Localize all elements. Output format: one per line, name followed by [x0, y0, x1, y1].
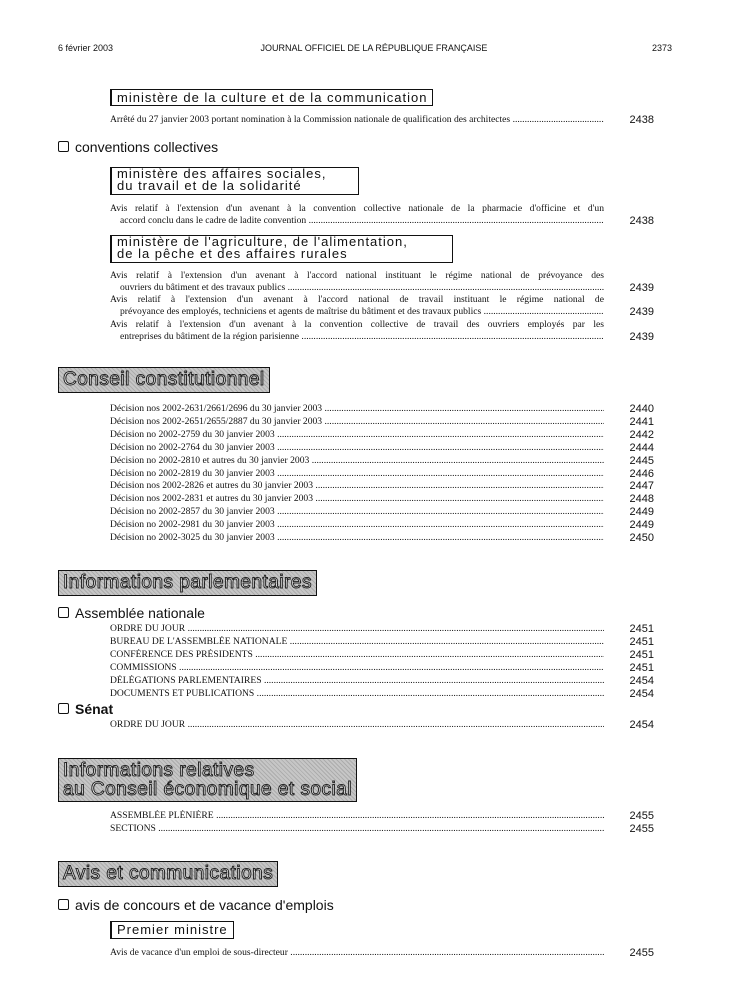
entry-page-number: 2451 [629, 649, 654, 661]
section-senat [58, 701, 113, 717]
ministry-box-line: du travail et de la solidarité [117, 178, 302, 193]
entry-page-number: 2454 [629, 719, 654, 731]
assemblee-row: ORDRE DU JOUR ..... [110, 623, 604, 635]
entry-page-number: 2439 [629, 282, 654, 294]
assemblee-row: DOCUMENTS ET PUBLICATIONS ..... [110, 688, 604, 700]
entry-page-number: 2446 [629, 467, 654, 480]
entry-page-number: 2448 [629, 493, 654, 506]
entry-prevoyance-ouvriers [110, 270, 604, 294]
decision-row: Décision nos 2002-2831 et autres du 30 janvier 2003 ..... [110, 493, 604, 505]
entry-page-number: 2451 [629, 636, 654, 648]
banner-line: Informations relatives [63, 760, 255, 781]
entry-page-number: 2440 [629, 403, 654, 415]
entry-line: ouvriers du bâtiment et des travaux publics ..... [110, 282, 604, 294]
entry-line: Avis relatif à l'extension d'un avenant à la convention collective de travail des ouvriers employés par les [110, 319, 604, 330]
entry-line: accord conclu dans le cadre de ladite convention ..... [110, 215, 604, 227]
ministry-box-line: ministère des affaires sociales, [117, 166, 327, 181]
section-title: avis de concours et de vacance d'emplois [75, 897, 334, 913]
entry-page-number: 2449 [629, 519, 654, 532]
ministry-box-agriculture [110, 235, 453, 263]
ministry-box-affaires-sociales [110, 167, 359, 195]
entry-page-number: 2441 [629, 415, 654, 428]
cese-row: ASSEMBLÉE PLÉNIÈRE ..... [110, 810, 604, 822]
assemblee-row: BUREAU DE L'ASSEMBLÉE NATIONALE ..... [110, 636, 604, 648]
entry-line: Avis relatif à l'extension d'un avenant à l'accord national instituant le régime national de prévoyance des [110, 270, 604, 281]
entry-line: prévoyance des employés, techniciens et agents de maîtrise du bâtiment et des travaux publics ..... [110, 306, 604, 318]
header-page-number: 2373 [651, 43, 672, 53]
banner-avis-communications: Avis et communications [58, 861, 278, 887]
section-assemblee-nationale [58, 605, 205, 621]
decision-row: Décision nos 2002-2826 et autres du 30 janvier 2003 ..... [110, 480, 604, 492]
entry-page-number: 2454 [629, 675, 654, 687]
decision-row: Décision no 2002-2981 du 30 janvier 2003 ..... [110, 519, 604, 531]
entry-page-number: 2439 [629, 306, 654, 318]
decision-row: Décision no 2002-3025 du 30 janvier 2003 ..... [110, 532, 604, 544]
entry-page-number: 2450 [629, 532, 654, 544]
avis-row: Avis de vacance d'un emploi de sous-directeur ..... [110, 947, 604, 959]
entry-line: Avis relatif à l'extension d'un avenant à la convention collective nationale de la pharmacie d'officine et d'un [110, 203, 604, 214]
decision-row: Décision no 2002-2819 du 30 janvier 2003 ..... [110, 468, 604, 480]
section-title: Sénat [75, 701, 114, 717]
page-header [0, 43, 748, 57]
decision-row: Décision no 2002-2764 du 30 janvier 2003 ..... [110, 442, 604, 454]
section-title: Assemblée nationale [75, 605, 205, 621]
ministry-box-premier-ministre: Premier ministre [110, 921, 234, 939]
banner-conseil-economique-social [58, 758, 357, 802]
entry-line: Avis relatif à l'extension d'un avenant à l'accord national de travail instituant le régime national de [110, 294, 604, 305]
entry-line: entreprises du bâtiment de la région parisienne ..... [110, 331, 604, 343]
banner-informations-parlementaires: Informations parlementaires [58, 570, 317, 596]
section-conventions-collectives [58, 139, 218, 155]
entry-page-number: 2449 [629, 506, 654, 519]
checkbox-bullet-icon [58, 607, 69, 618]
entry-page-number: 2438 [629, 215, 654, 227]
decision-row: Décision no 2002-2759 du 30 janvier 2003 ..... [110, 429, 604, 441]
header-date: 6 février 2003 [58, 43, 114, 53]
ministry-box-line: de la pêche et des affaires rurales [117, 246, 348, 261]
entry-page-number: 2454 [629, 688, 654, 700]
entry-page-number: 2451 [629, 623, 654, 635]
banner-line: au Conseil économique et social [63, 779, 353, 800]
assemblee-row: DÉLÉGATIONS PARLEMENTAIRES ..... [110, 675, 604, 687]
assemblee-row: COMMISSIONS ..... [110, 662, 604, 674]
ministry-box-line: ministère de l'agriculture, de l'alimentation, [117, 234, 408, 249]
entry-page-number: 2438 [629, 114, 654, 126]
entry-page-number: 2455 [629, 810, 654, 822]
section-avis-concours [58, 897, 334, 913]
checkbox-bullet-icon [58, 899, 69, 910]
ministry-box-culture: ministère de la culture et de la communication [110, 89, 433, 106]
decision-row: Décision nos 2002-2651/2655/2887 du 30 janvier 2003 ..... [110, 416, 604, 428]
entry-page-number: 2442 [629, 428, 654, 441]
entry-culture-arrete: Arrêté du 27 janvier 2003 portant nomination à la Commission nationale de qualification des architectes ..... [110, 114, 604, 126]
header-journal-title: JOURNAL OFFICIEL DE LA RÉPUBLIQUE FRANÇAISE [260, 43, 488, 53]
entry-page-number: 2455 [629, 823, 654, 835]
section-title: conventions collectives [75, 139, 219, 155]
entry-page-number: 2445 [629, 454, 654, 467]
entry-prevoyance-employes [110, 294, 604, 318]
checkbox-bullet-icon [58, 141, 69, 152]
entry-page-number: 2455 [629, 947, 654, 959]
entry-pharmacie [110, 203, 604, 227]
senat-row: ORDRE DU JOUR ..... [110, 719, 604, 731]
checkbox-bullet-icon [58, 703, 69, 714]
entry-page-number: 2451 [629, 662, 654, 674]
decision-row: Décision nos 2002-2631/2661/2696 du 30 janvier 2003 ..... [110, 403, 604, 415]
decision-row: Décision no 2002-2857 du 30 janvier 2003 ..... [110, 506, 604, 518]
decision-row: Décision no 2002-2810 et autres du 30 janvier 2003 ..... [110, 455, 604, 467]
entry-page-number: 2444 [629, 441, 654, 454]
entry-page-number: 2447 [629, 480, 654, 493]
entry-page-number: 2439 [629, 331, 654, 343]
entry-batiment-parisien [110, 319, 604, 343]
banner-conseil-constitutionnel: Conseil constitutionnel [58, 367, 270, 393]
assemblee-row: CONFÉRENCE DES PRÉSIDENTS ..... [110, 649, 604, 661]
cese-row: SECTIONS ..... [110, 823, 604, 835]
